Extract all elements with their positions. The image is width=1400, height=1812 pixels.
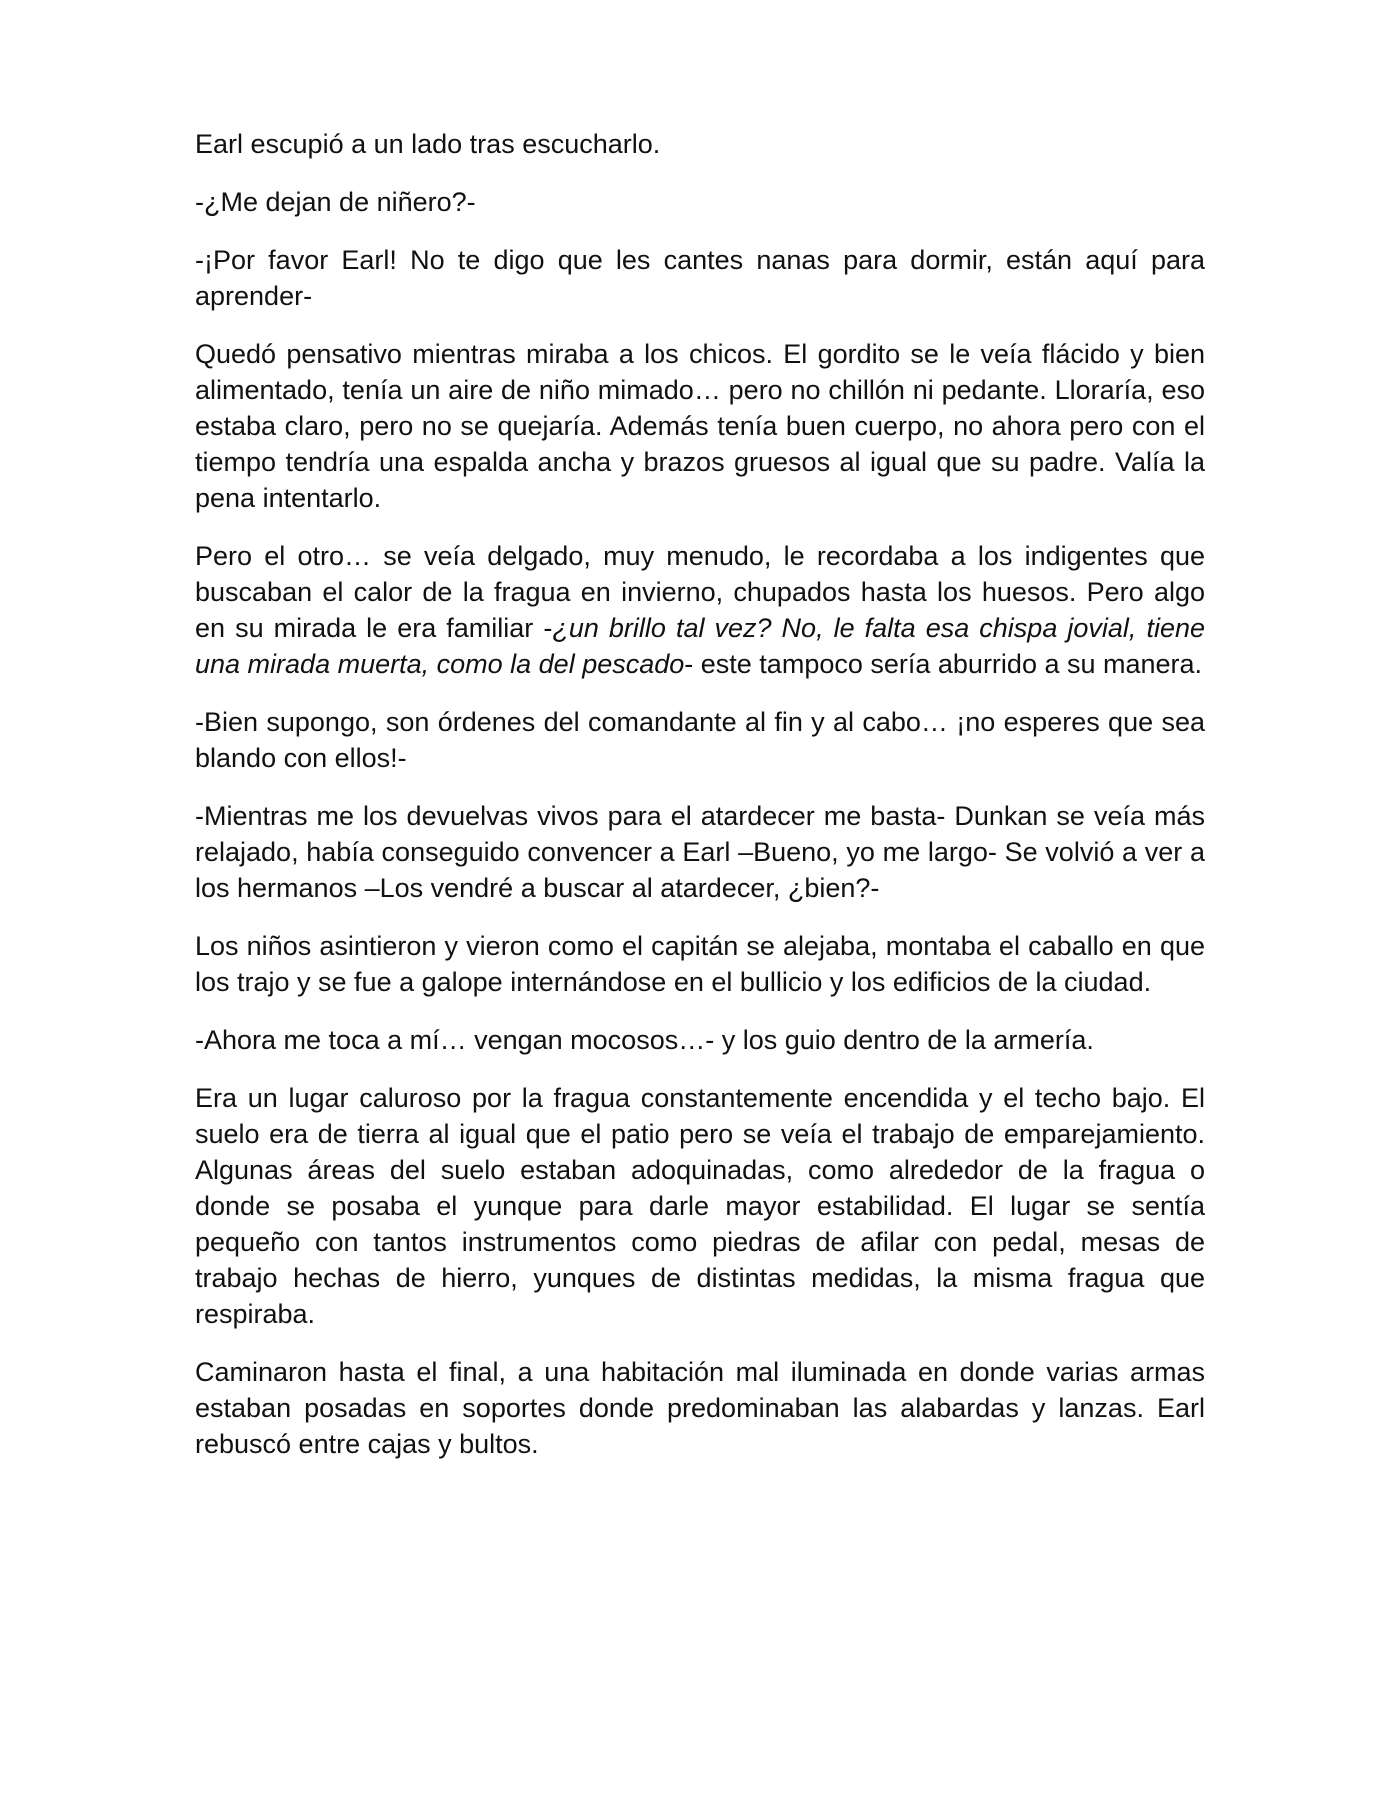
italic-text-segment: ¿un brillo tal vez? No, le falta esa chispa jovial, tiene una mirada muerta, como la del pescado [195, 613, 1205, 679]
paragraph-p3 [195, 242, 1205, 314]
text-segment: Quedó pensativo mientras miraba a los chicos. El gordito se le veía flácido y bien alimentado, tenía un aire de niño mimado… pero no chillón ni pedante. Lloraría, eso estaba claro, pero no se quejaría. Además tenía buen cuerpo, no ahora pero con el tiempo tendría una espalda ancha y brazos gruesos al igual que su padre. Valía la pena intentarlo. [195, 339, 1205, 513]
paragraph-p2 [195, 184, 1205, 220]
text-segment: -¿Me dejan de niñero?- [195, 187, 476, 217]
paragraph-p6 [195, 704, 1205, 776]
text-segment: Caminaron hasta el final, a una habitación mal iluminada en donde varias armas estaban posadas en soportes donde predominaban las alabardas y lanzas. Earl rebuscó entre cajas y bultos. [195, 1357, 1205, 1459]
body-text [195, 126, 1205, 1462]
document-page [195, 126, 1205, 1484]
text-segment: -Ahora me toca a mí… vengan mocosos…- y los guio dentro de la armería. [195, 1025, 1094, 1055]
text-segment: Earl escupió a un lado tras escucharlo. [195, 129, 661, 159]
paragraph-p4 [195, 336, 1205, 516]
text-segment: -Bien supongo, son órdenes del comandante al fin y al cabo… ¡no esperes que sea blando con ellos!- [195, 707, 1205, 773]
text-segment: -Mientras me los devuelvas vivos para el atardecer me basta- Dunkan se veía más relajado, había conseguido convencer a Earl –Bueno, yo me largo- Se volvió a ver a los hermanos –Los vendré a buscar al atardecer, ¿bien?- [195, 801, 1205, 903]
paragraph-p1 [195, 126, 1205, 162]
paragraph-p7 [195, 798, 1205, 906]
text-segment: Era un lugar caluroso por la fragua constantemente encendida y el techo bajo. El suelo era de tierra al igual que el patio pero se veía el trabajo de emparejamiento. Algunas áreas del suelo estaban adoquinadas, como alrededor de la fragua o donde se posaba el yunque para darle mayor estabilidad. El lugar se sentía pequeño con tantos instrumentos como piedras de afilar con pedal, mesas de trabajo hechas de hierro, yunques de distintas medidas, la misma fragua que respiraba. [195, 1083, 1205, 1329]
paragraph-p10 [195, 1080, 1205, 1332]
text-segment: - este tampoco sería aburrido a su manera. [684, 649, 1203, 679]
paragraph-p11 [195, 1354, 1205, 1462]
text-segment: -¡Por favor Earl! No te digo que les cantes nanas para dormir, están aquí para aprender- [195, 245, 1205, 311]
paragraph-p5 [195, 538, 1205, 682]
text-segment: Pero el otro… se veía delgado, muy menudo, le recordaba a los indigentes que buscaban el calor de la fragua en invierno, chupados hasta los huesos. Pero algo en su mirada le era familiar - [195, 541, 1205, 643]
paragraph-p9 [195, 1022, 1205, 1058]
paragraph-p8 [195, 928, 1205, 1000]
text-segment: Los niños asintieron y vieron como el capitán se alejaba, montaba el caballo en que los trajo y se fue a galope internándose en el bullicio y los edificios de la ciudad. [195, 931, 1205, 997]
